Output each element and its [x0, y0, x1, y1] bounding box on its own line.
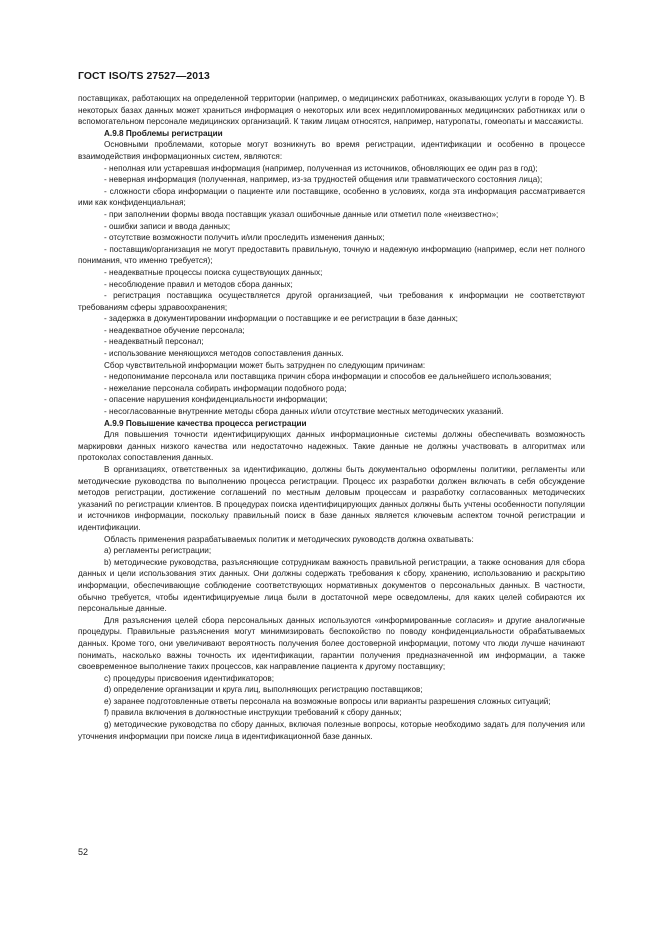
paragraph: Для разъяснения целей сбора персональных данных используются «информированные согласия» и другие аналогичные процедуры. Правильные разъяснения могут минимизировать беспокойство по поводу конфиденциальности обрабатываемых данных. Кроме того, они увеличивают вероятность получения более достоверной информации, потому что люди лучше начинают понимать, насколько важны точность их идентификации, гарантии получения предназначенной им информации, а также своевременное выполнение таких процессов, как направление пациента к другому поставщику; [78, 615, 585, 672]
paragraph: Сбор чувствительной информации может быть затруднен по следующим причинам: [104, 360, 426, 370]
paragraph: d) определение организации и круга лиц, выполняющих регистрацию поставщиков; [104, 685, 423, 695]
paragraph: поставщиках, работающих на определенной территории (например, о медицинских работниках, оказывающих услуги в городе Y). В некоторых базах данных может храниться информация о некоторых или всех недипломированных медицинских работниках или о вспомогательном персонале медицинских организаций. К таким лицам относятся, например, натуропаты, гомеопаты и массажисты. [78, 94, 585, 127]
paragraph: f) правила включения в должностные инструкции требований к сбору данных; [104, 708, 402, 718]
paragraph: Область применения разрабатываемых политик и методических руководств должна охватывать: [104, 534, 474, 544]
paragraph: - использование меняющихся методов сопоставления данных. [104, 349, 344, 359]
paragraph: - отсутствие возможности получить и/или проследить изменения данных; [104, 233, 385, 243]
page-number: 52 [78, 847, 89, 857]
paragraph: - поставщик/организация не могут предоставить правильную, точную и надежную информацию (например, если нет полного понимания, что именно требуется); [78, 244, 585, 266]
paragraph: - задержка в документировании информации о поставщике и ее регистрации в базе данных; [104, 314, 458, 324]
paragraph: - неадекватный персонал; [104, 337, 204, 347]
paragraph: - несогласованные внутренние методы сбора данных и/или отсутствие местных методических указаний. [104, 407, 504, 417]
paragraph: b) методические руководства, разъясняющие сотрудникам важность правильной регистрации, а также основания для сбора данных и цели использования этих данных. Они должны содержать требования к сбору, хранению, использованию и раскрытию информации, обеспечивающие соблюдение соответствующих нормативных документов о персональных данных. В частности, обычно требуется, чтобы идентифицируемые лица были в достаточной мере осведомлены, для каких целей собираются их персональные данные. [78, 557, 585, 614]
section-heading: А.9.8 Проблемы регистрации [104, 128, 223, 138]
paragraph: - опасение нарушения конфиденциальности информации; [104, 395, 328, 405]
paragraph: - ошибки записи и ввода данных; [104, 221, 231, 231]
paragraph: c) процедуры присвоения идентификаторов; [104, 673, 275, 683]
paragraph: - неадекватное обучение персонала; [104, 325, 245, 335]
paragraph: Для повышения точности идентифицирующих данных информационные системы должны обеспечивать возможность маркировки данных низкого качества или недостаточно надежных. Такие данные не должны участвовать в алгоритмах или протоколах сопоставления данных. [78, 430, 585, 463]
paragraph: - нежелание персонала собирать информации подобного рода; [104, 383, 347, 393]
paragraph: В организациях, ответственных за идентификацию, должны быть документально оформлены политики, регламенты или методические руководства по выполнению процесса регистрации. Процесс их разработки должен включать в себя обсуждение методов регистрации, достижение соглашений по местным деловым процессам и разработку согласованных методических указаний по регистрации клиентов. В процедурах поиска идентифицирующих данных должны быть учтены особенности популяции и источников информации, поскольку правильный поиск в базе данных является ключевым аспектом точной регистрации и идентификации. [78, 465, 585, 532]
page-header-title: ГОСТ ISO/TS 27527—2013 [78, 71, 210, 82]
document-body [78, 93, 585, 742]
paragraph: - регистрация поставщика осуществляется другой организацией, чьи требования к информации не соответствуют требованиям сферы здравоохранения; [78, 291, 585, 312]
paragraph: - неверная информация (полученная, например, из-за трудностей общения или травматического состояния лица); [104, 175, 543, 185]
paragraph: e) заранее подготовленные ответы персонала на возможные вопросы или варианты разрешения сложных ситуаций; [104, 696, 551, 706]
paragraph: - недопонимание персонала или поставщика причин сбора информации и способов ее дальнейшего использования; [104, 372, 552, 382]
paragraph: - неполная или устаревшая информация (например, полученная из источников, обновляющих ее один раз в год); [104, 163, 538, 173]
paragraph: - сложности сбора информации о пациенте или поставщике, особенно в условиях, когда эта информация рассматривается ими как конфиденциальная; [78, 186, 585, 208]
paragraph: g) методические руководства по сбору данных, включая полезные вопросы, которые необходимо задать для получения или уточнения информации при поиске лица в идентификационной базе данных. [78, 720, 585, 741]
section-heading: А.9.9 Повышение качества процесса регистрации [104, 418, 307, 428]
paragraph: - несоблюдение правил и методов сбора данных; [104, 279, 293, 289]
paragraph: a) регламенты регистрации; [104, 546, 212, 556]
paragraph: - неадекватные процессы поиска существующих данных; [104, 267, 323, 277]
paragraph: Основными проблемами, которые могут возникнуть во время регистрации, идентификации и особенно в процессе взаимодействия информационных систем, являются: [78, 140, 585, 161]
paragraph: - при заполнении формы ввода поставщик указал ошибочные данные или отметил поле «неизвестно»; [104, 209, 499, 219]
